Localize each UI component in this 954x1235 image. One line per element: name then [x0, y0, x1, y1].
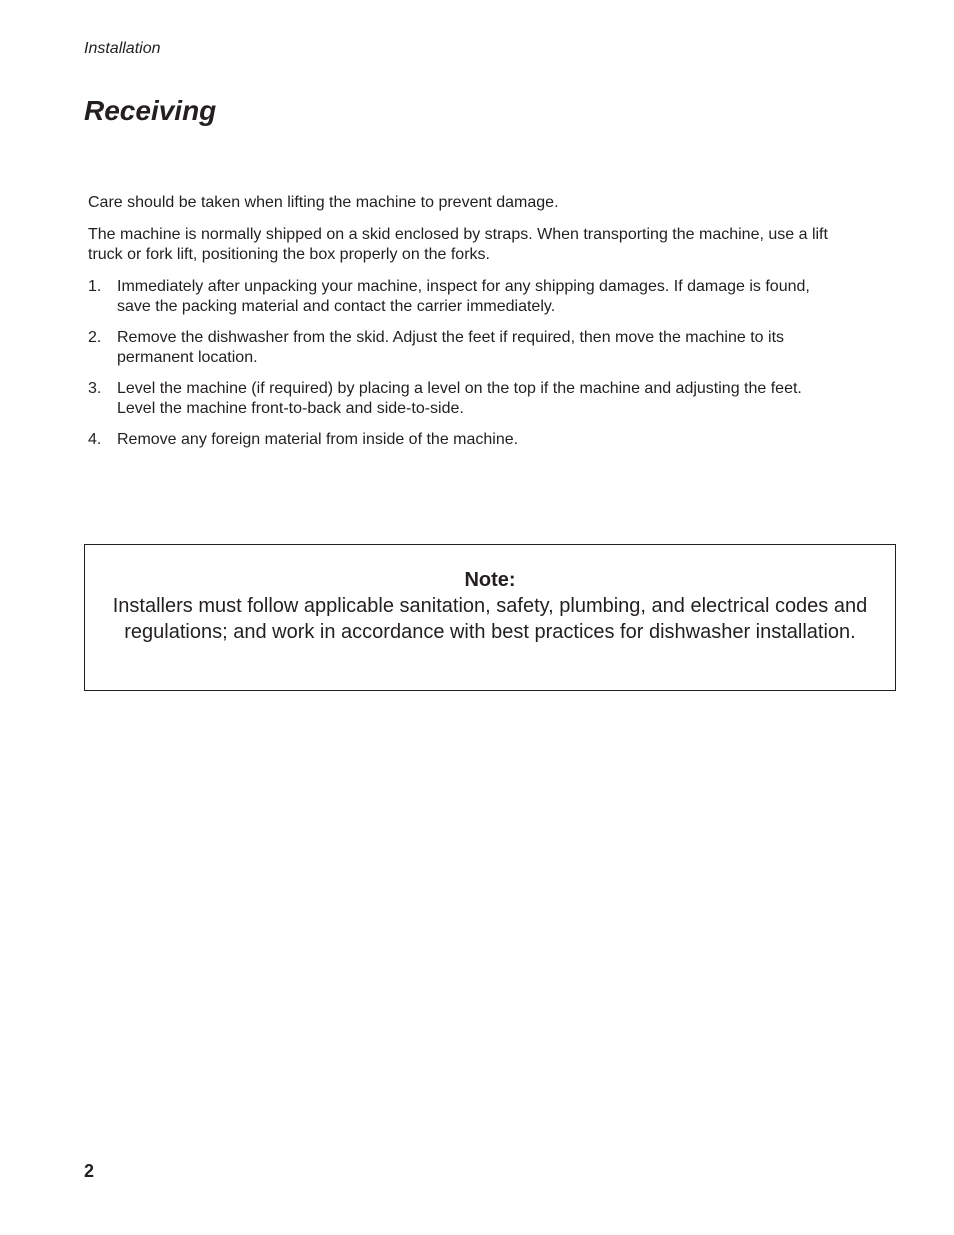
step-number: 2. — [88, 329, 102, 346]
receiving-steps-list — [88, 277, 828, 450]
note-title: Note: — [464, 569, 516, 591]
list-item — [88, 277, 828, 317]
paragraph-shipping: The machine is normally shipped on a skid enclosed by straps. When transporting the machine, use a lift truck or fork lift, positioning the box properly on the forks. — [88, 226, 828, 263]
note-text: Installers must follow applicable sanitation, safety, plumbing, and electrical codes and regulations; and work in accordance with best practices for dishwasher installation. — [112, 595, 868, 643]
list-item — [88, 430, 828, 450]
step-number: 1. — [88, 278, 102, 295]
step-text: Remove any foreign material from inside of the machine. — [117, 431, 519, 448]
step-number: 4. — [88, 431, 102, 448]
paragraph-lifting-care: Care should be taken when lifting the machine to prevent damage. — [88, 194, 559, 211]
step-text: Level the machine (if required) by placing a level on the top if the machine and adjusting the feet. Level the machine front-to-back and side-to-side. — [117, 380, 802, 417]
page-title: Receiving — [84, 95, 217, 126]
step-text: Remove the dishwasher from the skid. Adjust the feet if required, then move the machine to its permanent location. — [117, 329, 785, 366]
step-number: 3. — [88, 380, 102, 397]
body-content — [88, 193, 828, 461]
list-item — [88, 379, 828, 419]
page-number: 2 — [84, 1161, 95, 1181]
step-text: Immediately after unpacking your machine, inspect for any shipping damages. If damage is found, save the packing material and contact the carrier immediately. — [117, 278, 810, 315]
note-box — [84, 544, 896, 691]
running-header: Installation — [84, 40, 161, 57]
list-item — [88, 328, 828, 368]
